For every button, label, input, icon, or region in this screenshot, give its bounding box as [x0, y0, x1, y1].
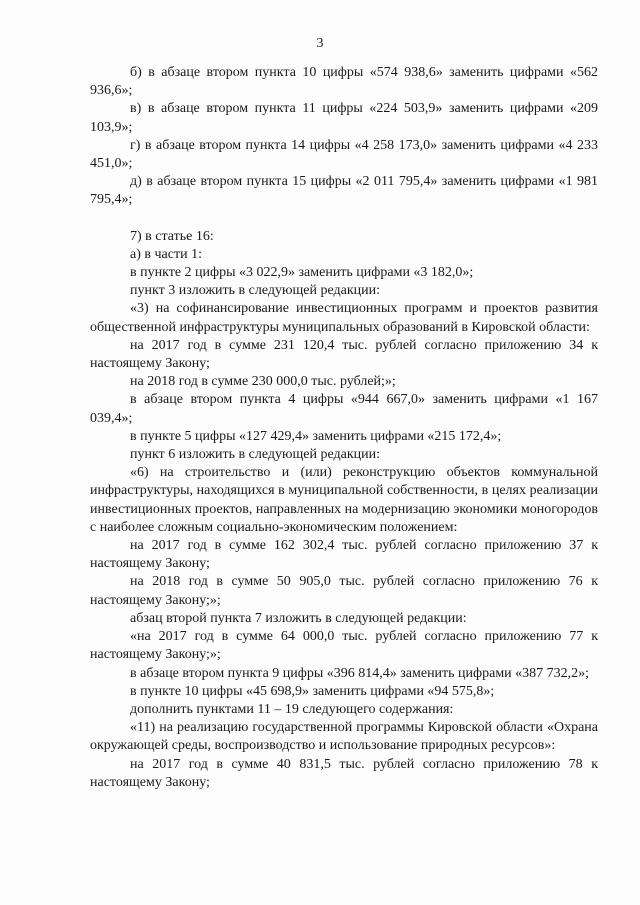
paragraph: абзац второй пункта 7 изложить в следующей редакции:: [130, 610, 467, 626]
paragraph: а) в части 1:: [130, 246, 202, 262]
paragraph: в пункте 10 цифры «45 698,9» заменить цифрами «94 575,8»;: [130, 683, 495, 699]
paragraph: в абзаце втором пункта 9 цифры «396 814,4» заменить цифрами «387 732,2»;: [130, 665, 590, 681]
paragraph: дополнить пунктами 11 – 19 следующего содержания:: [130, 701, 454, 717]
paragraph: «11) на реализацию государственной программы Кировской области «Охрана окружающей среды, воспроизводство и использование природных ресурсов»:: [90, 720, 598, 754]
paragraph: в абзаце втором пункта 4 цифры «944 667,0» заменить цифрами «1 167 039,4»;: [90, 392, 598, 426]
paragraph: б) в абзаце втором пункта 10 цифры «574 938,6» заменить цифрами «562 936,6»;: [90, 65, 598, 99]
page-number: 3: [316, 36, 324, 51]
document-body: [90, 64, 598, 792]
paragraph: на 2018 год в сумме 230 000,0 тыс. рублей;»;: [130, 374, 396, 390]
paragraph: «на 2017 год в сумме 64 000,0 тыс. рублей согласно приложению 77 к настоящему Закону;»;: [90, 629, 598, 663]
paragraph: д) в абзаце втором пункта 15 цифры «2 011 795,4» заменить цифрами «1 981 795,4»;: [90, 174, 598, 208]
paragraph: на 2017 год в сумме 231 120,4 тыс. рублей согласно приложению 34 к настоящему Закону;: [90, 337, 598, 372]
paragraph: на 2018 год в сумме 50 905,0 тыс. рублей согласно приложению 76 к настоящему Закону;»;: [90, 574, 598, 608]
paragraph: 7) в статье 16:: [130, 228, 214, 244]
paragraph: г) в абзаце втором пункта 14 цифры «4 258 173,0» заменить цифрами «4 233 451,0»;: [90, 137, 598, 172]
paragraph: «6) на строительство и (или) реконструкцию объектов коммунальной инфраструктуры, находящихся в муниципальной собственности, в целях реализации инвестиционных проектов, направленных на модернизацию экономики моногородов с наиболее сложным социально-экономическим положением:: [90, 465, 598, 535]
paragraph: в пункте 5 цифры «127 429,4» заменить цифрами «215 172,4»;: [130, 428, 502, 444]
paragraph: на 2017 год в сумме 162 302,4 тыс. рублей согласно приложению 37 к настоящему Закону;: [90, 538, 598, 572]
paragraph: в пункте 2 цифры «3 022,9» заменить цифрами «3 182,0»;: [130, 265, 474, 281]
paragraph: пункт 6 изложить в следующей редакции:: [130, 447, 380, 463]
paragraph: «3) на софинансирование инвестиционных программ и проектов развития общественной инфраструктуры муниципальных образований в Кировской области:: [90, 301, 598, 335]
paragraph: на 2017 год в сумме 40 831,5 тыс. рублей согласно приложению 78 к настоящему Закону;: [90, 756, 598, 790]
paragraph-gap: [90, 210, 598, 228]
paragraph: в) в абзаце втором пункта 11 цифры «224 503,9» заменить цифрами «209 103,9»;: [90, 101, 598, 135]
paragraph: пункт 3 изложить в следующей редакции:: [130, 283, 380, 299]
